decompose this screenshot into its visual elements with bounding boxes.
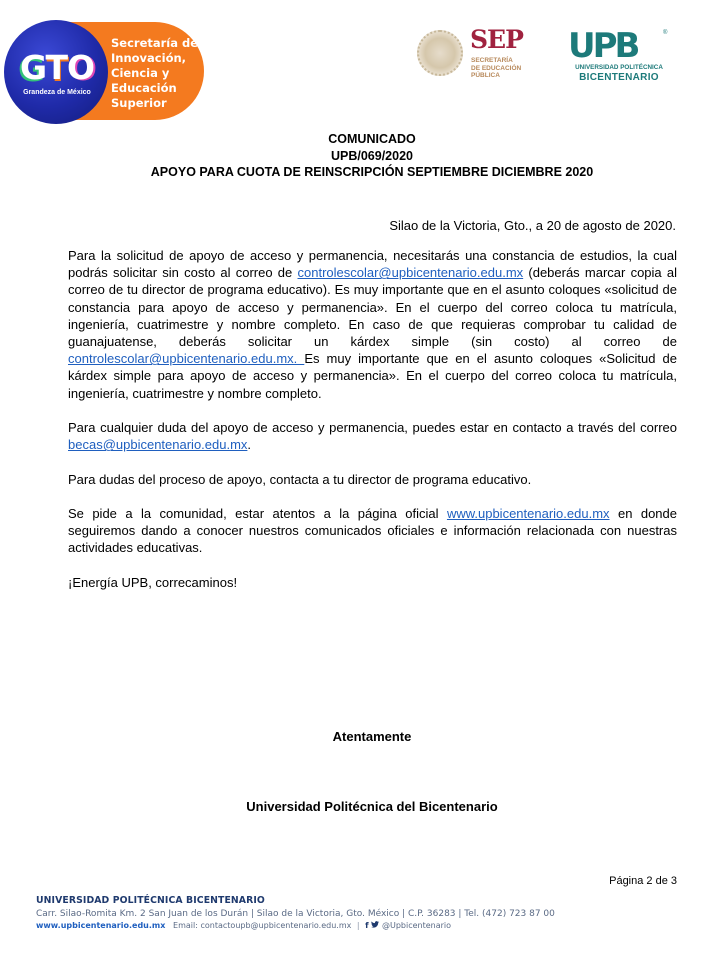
footer-org-name: UNIVERSIDAD POLITÉCNICA BICENTENARIO	[36, 895, 265, 906]
becas-email-link[interactable]: becas@upbicentenario.edu.mx	[68, 437, 248, 453]
title-subject: APOYO PARA CUOTA DE REINSCRIPCIÓN SEPTIEMBRE DICIEMBRE 2020	[150, 165, 594, 179]
upb-logo	[563, 27, 675, 85]
page-number: Página 2 de 3	[609, 875, 677, 887]
footer-divider: |	[356, 921, 360, 930]
mexico-coat-of-arms-icon	[417, 30, 463, 76]
sep-subtitle: SECRETARÍA DE EDUCACIÓN PÚBLICA	[471, 57, 522, 79]
upb-logo-name: BICENTENARIO	[579, 72, 659, 83]
gto-logo-secretaria-text: Secretaría de Innovación, Ciencia y Educación Superior	[111, 36, 199, 110]
gto-logo-tagline: Grandeza de México	[23, 89, 91, 96]
controlescolar-email-link-2[interactable]: controlescolar@upbicentenario.edu.mx.	[68, 351, 305, 367]
controlescolar-email-link[interactable]: controlescolar@upbicentenario.edu.mx	[297, 265, 524, 281]
closing-regards: Atentamente	[332, 729, 412, 744]
footer-social-handle[interactable]: @Upbicentenario	[381, 921, 452, 930]
sep-wordmark: SEP	[470, 25, 523, 54]
sep-logo	[415, 25, 535, 84]
date-line: Silao de la Victoria, Gto., a 20 de agosto de 2020.	[389, 218, 676, 233]
facebook-icon: f	[365, 921, 369, 930]
paragraph-5: ¡Energía UPB, correcaminos!	[68, 574, 238, 590]
upb-logo-subtitle: UNIVERSIDAD POLITÉCNICA	[575, 64, 663, 71]
footer-website-link[interactable]: www.upbicentenario.edu.mx	[36, 921, 166, 930]
paragraph-2: Para cualquier duda del apoyo de acceso y permanencia, puedes estar en contacto a través del correo becas@upbicentenario.edu.mx.	[68, 420, 677, 453]
title-reference: UPB/069/2020	[330, 148, 413, 163]
document-title	[0, 131, 720, 181]
footer-email: Email: contactoupb@upbicentenario.edu.mx	[173, 921, 352, 930]
paragraph-4: Se pide a la comunidad, estar atentos a la página oficial www.upbicentenario.edu.mx en donde seguiremos dando a conocer nuestros comunicados oficiales e información relacionada con nuestras actividades educativas.	[68, 506, 677, 556]
document-body	[68, 247, 677, 608]
paragraph-1: Para la solicitud de apoyo de acceso y permanencia, necesitarás una constancia de estudios, la cual podrás solicitar sin costo al correo de controlescolar@upbicentenario.edu.mx (deberás marcar copia al correo de tu director de programa educativo). Es muy importante que en el asunto coloques «solicitud de constancia para apoyo de acceso y permanencia». En el cuerpo del correo coloca tu matrícula, ingeniería, cuatrimestre y nombre completo. En caso de que requieras comprobar tu calidad de guanajuatense, deberás solicitar un kárdex simple (sin costo) al correo de controlescolar@upbicentenario.edu.mx. Es muy importante que en el asunto coloques «Solicitud de kárdex simple para apoyo de acceso y permanencia». En el cuerpo del correo coloca tu matrícula, ingeniería, cuatrimestre y nombre completo.	[68, 248, 677, 401]
title-comunicado: COMUNICADO	[328, 132, 416, 146]
upb-logo-mark: UPB	[568, 26, 638, 66]
gto-logo	[4, 20, 204, 124]
website-link[interactable]: www.upbicentenario.edu.mx	[446, 506, 610, 521]
twitter-icon	[371, 921, 382, 930]
registered-mark-icon: ®	[663, 30, 668, 36]
paragraph-3: Para dudas del proceso de apoyo, contacta a tu director de programa educativo.	[68, 471, 532, 487]
footer	[36, 895, 555, 930]
footer-address: Carr. Silao-Romita Km. 2 San Juan de los Durán | Silao de la Victoria, Gto. México | C.P. 36283 | Tel. (472) 723 87 00	[36, 909, 555, 919]
closing-institution: Universidad Politécnica del Bicentenario	[246, 799, 498, 814]
footer-contact	[36, 921, 555, 930]
gto-logo-wordmark: GTO	[19, 48, 95, 87]
